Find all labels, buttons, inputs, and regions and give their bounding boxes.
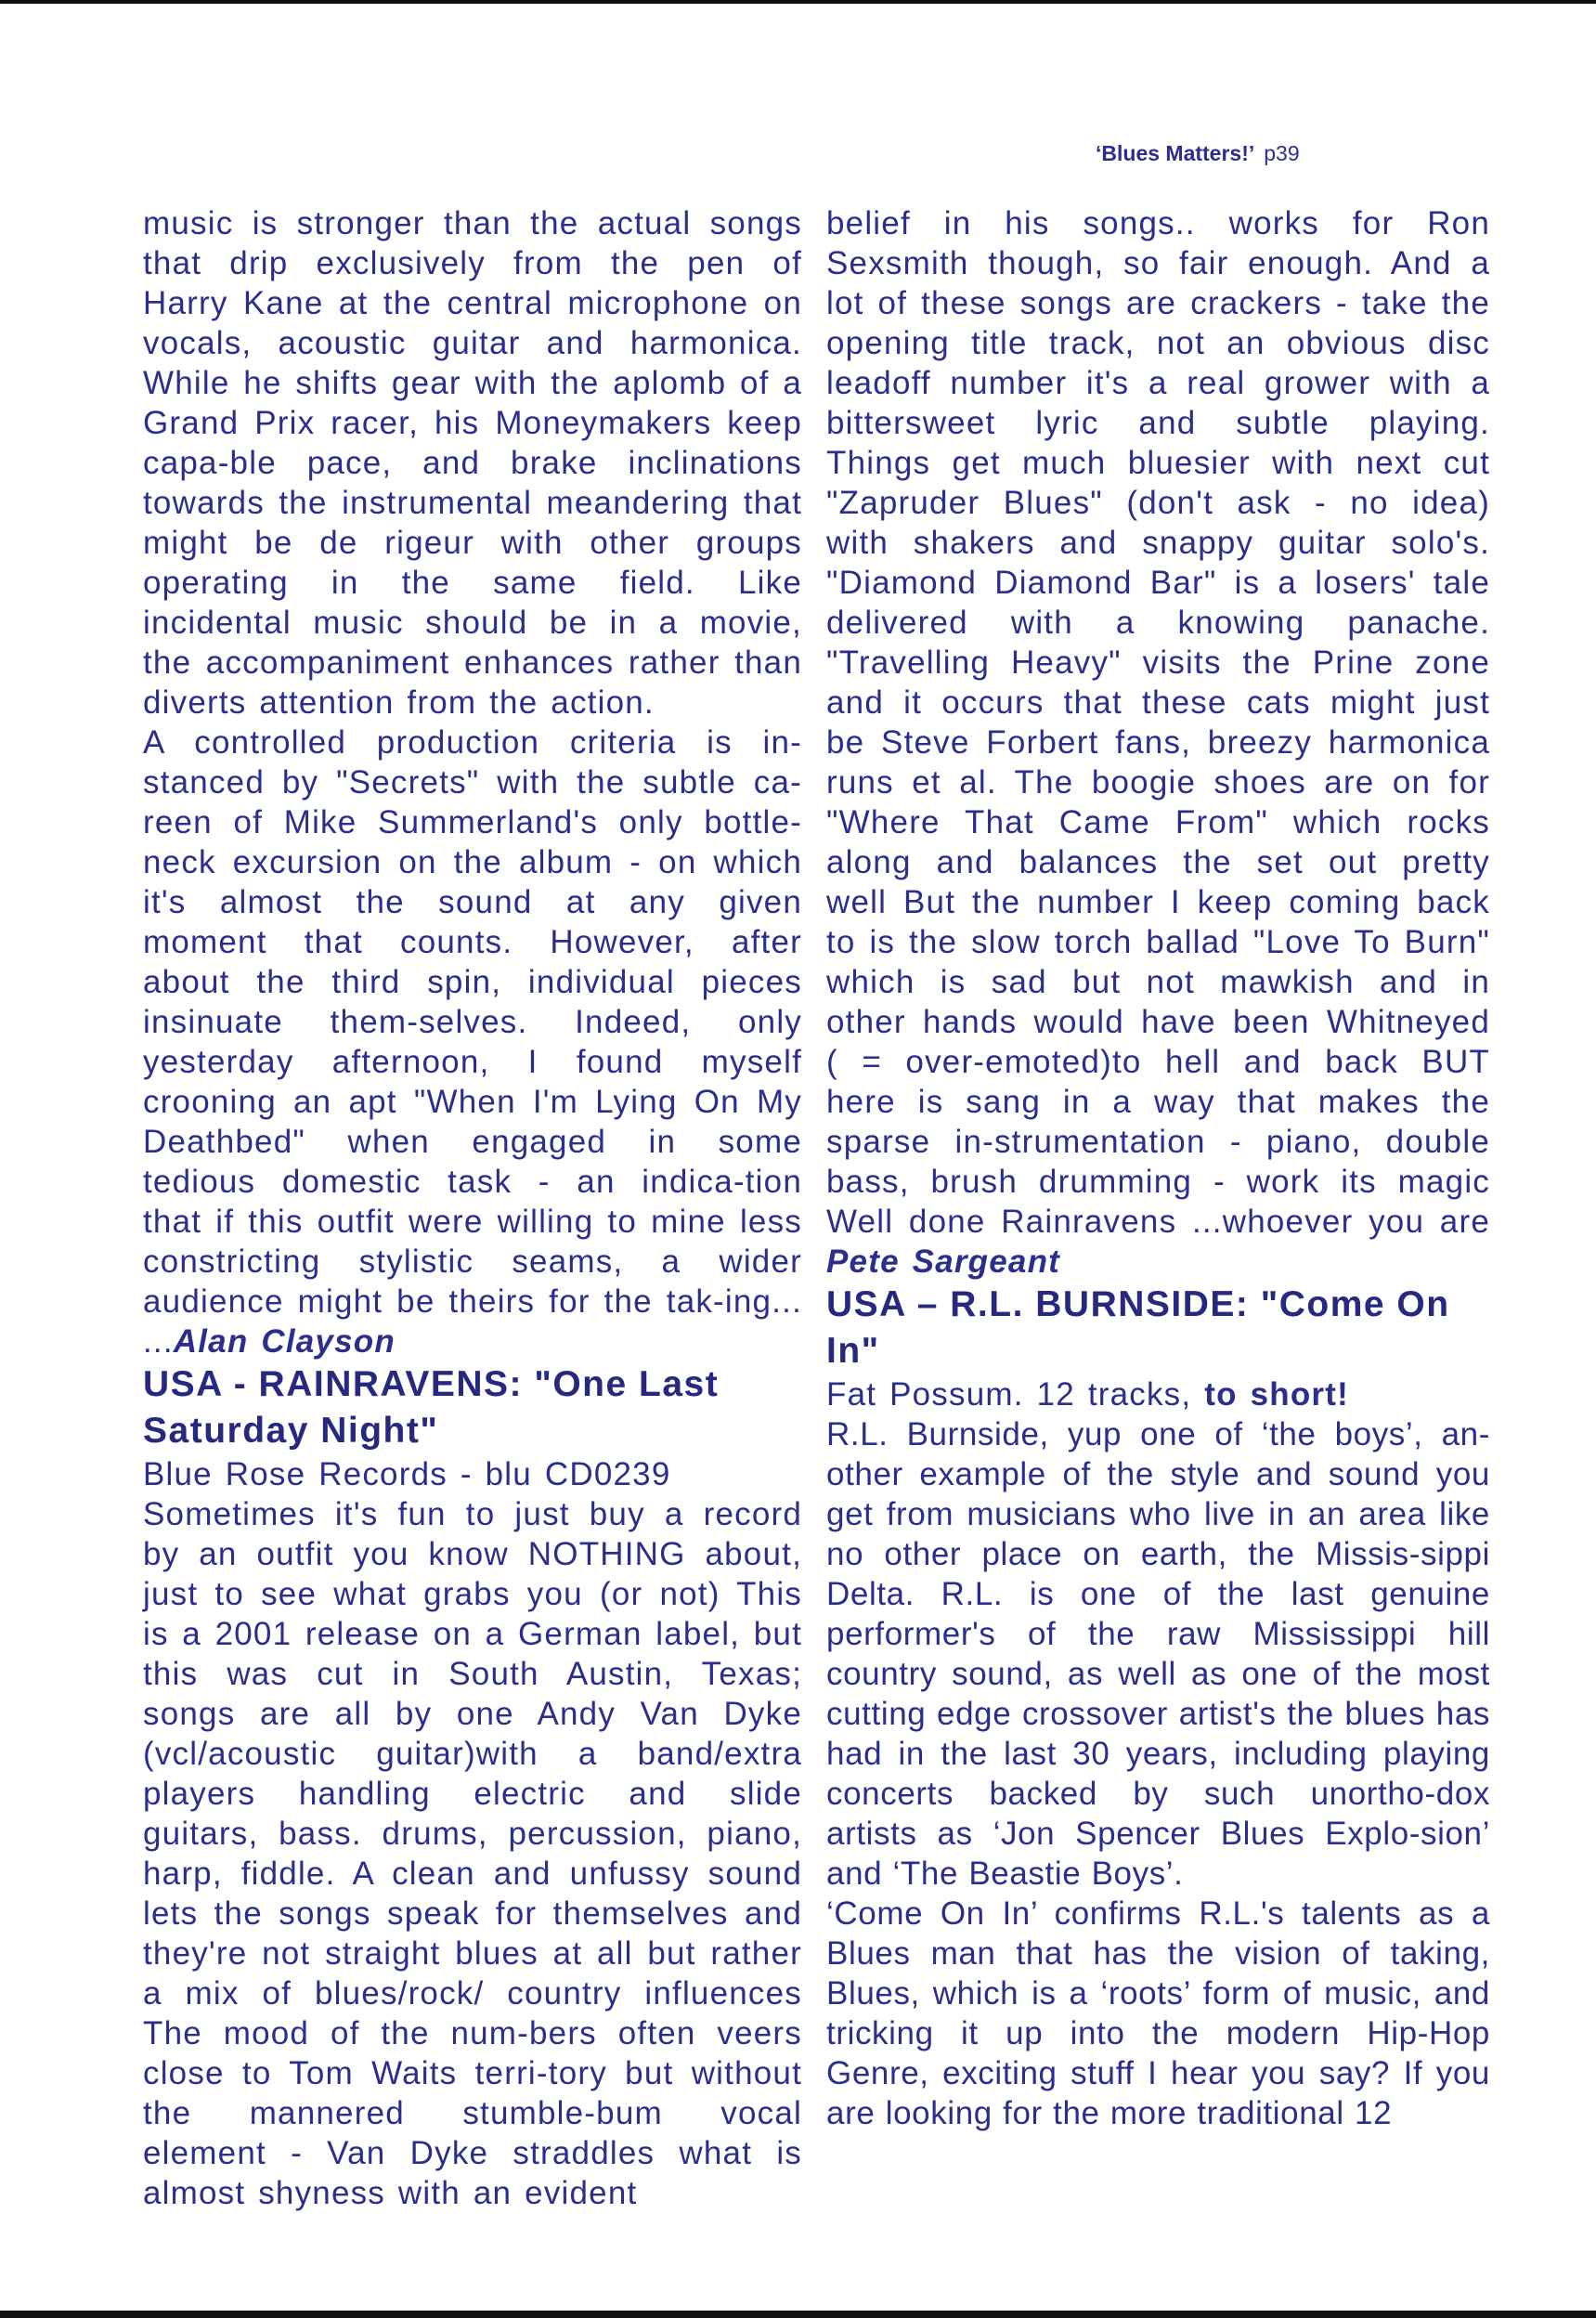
label-emphasis: to short!: [1204, 1376, 1349, 1413]
record-label-line: Blue Rose Records - blu CD0239: [143, 1456, 671, 1492]
review-body-rainravens: Sometimes it's fun to just buy a record by an outfit you know NOTHING about, just to see what grabs you (or not) This is a 2001 release on a German label, but this was cut in South Austin, Texas; songs are all by one Andy Van Dyke (vcl/acoustic guitar)with a band/extra players handling electric and slide guitars, bass. drums, percussion, piano, harp, fiddle. A clean and unfussy sound lets the songs speak for themselves and they're not straight blues at all but rather a mix of blues/rock/ country influences The mood of the num-bers often veers close to Tom Waits terri-tory but without the mannered stumble-bum vocal element - Van Dyke straddles what is almost shyness with an evident: [143, 1496, 802, 2211]
review-paragraph-text: A controlled production criteria is in-stanced by "Secrets" with the subtle ca-reen of Mike Summerland's only bottle-neck excursion on the album - on which it's almost the sound at any given moment that counts. However, after about the third spin, individual pieces insinuate them-selves. Indeed, only yesterday afternoon, I found myself crooning an apt "When I'm Lying On My Deathbed" when engaged in some tedious domestic task - an indica-tion that if this outfit were willing to mine less constricting stylistic seams, a wider audience might be theirs for the tak-ing... ...: [143, 724, 802, 1360]
review-body-rainravens-continued: [826, 203, 1490, 1282]
running-header: [1096, 141, 1411, 178]
right-column: [826, 203, 1490, 2133]
review-paragraph: [143, 723, 802, 1361]
record-label-line: [826, 1374, 1490, 1414]
review-body-burnside: R.L. Burnside, yup one of ‘the boys’, an-other example of the style and sound you get from musicians who live in an area like no other place on earth, the Missis-sippi Delta. R.L. is one of the last genuine performer's of the raw Mississippi hill country sound, as well as one of the most cutting edge crossover artist's the blues has had in the last 30 years, including playing concerts backed by such unortho-dox artists as ‘Jon Spencer Blues Explo-sion’ and ‘The Beastie Boys’.: [826, 1416, 1490, 1892]
page-bottom-edge: [0, 2311, 1596, 2318]
review-heading-burnside: USA – R.L. BURNSIDE: "Come On In": [826, 1284, 1450, 1371]
magazine-title: ‘Blues Matters!’: [1096, 141, 1255, 165]
left-column: [143, 203, 802, 2213]
label-text: Fat Possum. 12 tracks,: [826, 1376, 1192, 1413]
review-continued-text: belief in his songs.. works for Ron Sexsmith though, so fair enough. And a lot of these songs are crackers - take the opening title track, not an obvious disc leadoff number it's a real grower with a bittersweet lyric and subtle playing. Things get much bluesier with next cut "Zapruder Blues" (don't ask - no idea) with shakers and snappy guitar solo's. "Diamond Diamond Bar" is a losers' tale delivered with a knowing panache. "Travelling Heavy" visits the Prine zone and it occurs that these cats might just be Steve Forbert fans, breezy harmonica runs et al. The boogie shoes are on for "Where That Came From" which rocks along and balances the set out pretty well But the number I keep coming back to is the slow torch ballad "Love To Burn" which is sad but not mawkish and in other hands would have been Whitneyed ( = over-emoted)to hell and back BUT here is sang in a way that makes the sparse in-strumentation - piano, double bass, brush drumming - work its magic Well done Rainravens ...whoever you are: [826, 205, 1490, 1240]
page-number: p39: [1264, 141, 1300, 165]
review-body-burnside-2: ‘Come On In’ confirms R.L.'s talents as a Blues man that has the vision of taking, Blues, which is a ‘roots’ form of music, and tricking it up into the modern Hip-Hop Genre, exciting stuff I hear you say? If you are looking for the more traditional 12: [826, 1895, 1490, 2131]
reviewer-byline: Alan Clayson: [173, 1323, 396, 1360]
reviewer-byline: Pete Sargeant: [826, 1244, 1061, 1280]
review-heading-rainravens: USA - RAINRAVENS: "One Last Saturday Night": [143, 1364, 720, 1451]
page-top-edge: [0, 0, 1596, 4]
review-continuation-paragraph: music is stronger than the actual songs that drip exclusively from the pen of Harry Kane at the central microphone on vocals, acoustic guitar and harmonica. While he shifts gear with the aplomb of a Grand Prix racer, his Moneymakers keep capa-ble pace, and brake inclinations towards the instrumental meandering that might be de rigeur with other groups operating in the same field. Like incidental music should be in a movie, the accompaniment enhances rather than diverts attention from the action.: [143, 205, 802, 721]
